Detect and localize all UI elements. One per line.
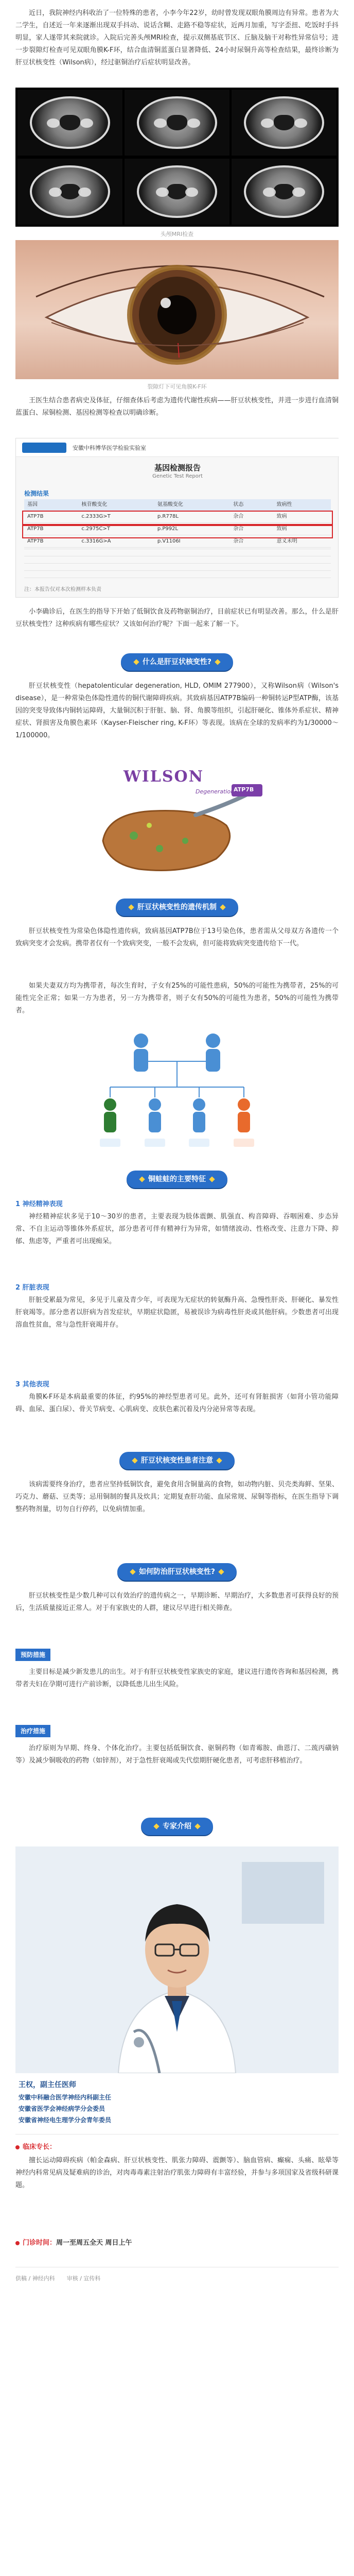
report-subtitle: Genetic Test Report [152, 473, 203, 479]
header-gene: 基因 [27, 502, 38, 507]
table-row: ATP7B c.3316G>A p.V1106I 杂合 意义未明 [24, 535, 331, 548]
mri-slice-2 [125, 90, 229, 156]
treat-paragraph: 肝豆状核变性是少数几种可以有效治疗的遗传病之一，早期诊断、早期治疗，大多数患者可获得良好的预后，生活质量接近正常人。对于有家族史的人群，建议尽早进行相关筛查。 [15, 1592, 339, 1612]
expert-info-card [15, 2079, 339, 2129]
section-title-symptoms: 铜蛙蛙的主要特征 [127, 1171, 227, 1188]
treatment-tag: 治疗措施 [15, 1725, 50, 1737]
notes-paragraph: 该病需要终身治疗，患者应坚持低铜饮食，避免食用含铜量高的食物，如动物内脏、贝壳类海鲜、坚果、巧克力、蘑菇、豆类等；忌用铜制的餐具及炊具；定期复查肝功能、血尿常规、尿铜等指标，在医生指导下调整药物剂量，切勿自行停药，以免病情加重。 [15, 1481, 339, 1513]
mechanism-paragraph-1: 肝豆状核变性为常染色体隐性遗传病，致病基因ATP7B位于13号染色体，患者需从父母双方各遗传一个致病突变才会发病。携带者仅有一个致病突变，一般不会发病，但可能将致病突变遗传给下一代。 [15, 927, 339, 947]
diamond-icon [218, 1569, 224, 1574]
diamond-icon [128, 904, 134, 910]
footer-reviewer: 审核 / 宣传科 [66, 2275, 101, 2282]
symptom-title-other: 3 其他表现 [15, 1381, 49, 1388]
diamond-icon [132, 1458, 137, 1463]
symptom-text-other: 角膜K-F环是本病最重要的体征，约95%的神经型患者可见。此外，还可有肾脏损害（如肾小管功能障碍、血尿、蛋白尿）、骨关节病变、心肌病变、皮肤色素沉着及内分泌异常等表现。 [15, 1393, 339, 1413]
report-title: 基因检测报告 [154, 463, 201, 472]
header-status: 状态 [233, 502, 244, 507]
expertise-heading: 临床专长： [15, 2141, 56, 2151]
report-table-header [24, 499, 331, 511]
diamond-icon [220, 904, 225, 910]
wilson-title: WILSON [123, 768, 204, 786]
header-aminoacid: 氨基酸变化 [157, 502, 183, 507]
section-title-what: 什么是肝豆状核变性? [121, 653, 233, 671]
bullet-icon [15, 2241, 20, 2245]
section-title-notes: 肝豆状核变性患者注意 [119, 1452, 235, 1469]
wilson-illustration [72, 764, 282, 887]
doctor-portrait [15, 1846, 339, 2073]
highlight-box-1 [22, 511, 333, 525]
intro-paragraph: 近日，我院神经内科收治了一位特殊的患者，小李今年22岁，幼时曾发现双眼角膜周边有异常。患者为大二学生，自述近一年来逐渐出现双手抖动、说话含糊、走路不稳等症状，近两月加重，写字歪扭、吃饭时手抖明显，家人遂带其来院就诊。入院后完善头颅MRI检查，提示双侧基底节区、丘脑及脑干对称性异常信号；进一步裂隙灯检查可见双眼角膜K-F环，结合血清铜蓝蛋白显著降低、24小时尿铜升高等检查结果，最终诊断为肝豆状核变性（Wilson病），经过驱铜治疗后症状明显改善。 [15, 9, 339, 66]
what-paragraph: 肝豆状核变性（hepatolenticular degeneration, HLD, OMIM 277900），又称Wilson病（Wilson's disease），是一种常染色体隐性遗传的铜代谢障碍疾病。其致病基因ATP7B编码一种铜转运P型ATP酶，该基因的突变导致体内铜转运障碍，大量铜沉积于肝脏、脑、肾、角膜等组织，引起肝硬化、锥体外系症状、精神症状、肾损害及角膜色素环（Kayser-Fleischer ring, K-F环）等表现。该病在全球的发病率约为1/30000～1/100000。 [15, 682, 339, 739]
eye-photo [15, 240, 339, 379]
expert-photo [15, 1846, 339, 2073]
mechanism-paragraph-2: 如果夫妻双方均为携带者，每次生育时，子女有25%的可能性患病，50%的可能性为携带者，25%的可能性完全正常；如果一方为患者，另一方为携带者，则子女有50%的可能性为患者，50%的可能性为携带者。 [15, 982, 339, 1014]
symptom-text-liver: 肝脏受累最为常见，多见于儿童及青少年，可表现为无症状的转氨酶升高、急慢性肝炎、肝硬化、暴发性肝衰竭等。部分患者以肝病为首发症状，早期症状隐匿，易被误诊为病毒性肝炎或其他肝病。少数患者可出现溶血性贫血，常与急性肝衰竭并存。 [15, 1296, 339, 1329]
expert-title-2: 安徽省医学会神经病学分会委员 [19, 2105, 105, 2112]
diamond-icon [215, 659, 220, 665]
report-hospital-name: 安徽中科博华医学检验实验室 [73, 445, 146, 451]
report-note: 注：本报告仅对本次检测样本负责 [24, 587, 101, 592]
post-eye-paragraph: 王医生结合患者病史及体征，仔细查体后考虑为遗传代谢性疾病——肝豆状核变性，并进一步进行血清铜蓝蛋白、尿铜检测、基因检测等检查以明确诊断。 [15, 397, 339, 417]
footer-credits [15, 2274, 100, 2282]
genetic-report [15, 438, 339, 598]
mri-slice-5 [125, 159, 229, 225]
expert-title-3: 安徽省神经电生理学分会青年委员 [19, 2116, 112, 2124]
mri-slice-1 [17, 90, 122, 156]
report-header-bar [16, 438, 339, 457]
expert-title-1: 安徽中科融合医学神经内科副主任 [19, 2094, 112, 2101]
prevention-text: 主要目标是减少新发患儿的出生。对于有肝豆状核变性家族史的家庭，建议进行遗传咨询和基因检测，携带者夫妇在孕期可进行产前诊断，以降低患儿出生风险。 [15, 1668, 339, 1688]
diamond-icon [153, 1823, 159, 1829]
section-title-mechanism: 肝豆状核变性的遗传机制 [116, 899, 238, 916]
diamond-icon [216, 1458, 222, 1463]
table-row: ATP7B c.2333G>T p.R778L 杂合 致病 [24, 511, 331, 523]
treatment-text: 治疗原则为早期、终身、个体化治疗。主要包括低铜饮食、驱铜药物（如青霉胺、曲恩汀、二巯丙磺钠等）及减少铜吸收的药物（如锌剂），对于急性肝衰竭或失代偿期肝硬化患者，可考虑肝移植治疗。 [15, 1744, 339, 1765]
diamond-icon [133, 659, 139, 665]
header-pathogenicity: 致病性 [276, 502, 292, 507]
prevention-tag: 预防措施 [15, 1649, 50, 1661]
diamond-icon [130, 1569, 135, 1574]
symptom-text-neuro: 神经精神症状多见于10～30岁的患者，主要表现为肢体震颤、肌强直、构音障碍、吞咽困难、步态异常、不自主运动等锥体外系症状，部分患者可伴有精神行为异常，如情绪波动、性格改变、注意力下降、抑郁、焦虑等，严重者可出现痴呆。 [15, 1213, 339, 1245]
report-logo [22, 443, 66, 453]
eye-illustration [15, 240, 339, 379]
mri-image-grid [15, 88, 339, 227]
eye-caption: 裂隙灯下可见角膜K-F环 [147, 383, 207, 390]
diamond-icon [194, 1823, 200, 1829]
diamond-icon [209, 1176, 215, 1182]
inheritance-diagram [84, 1025, 270, 1159]
symptom-title-liver: 2 肝脏表现 [15, 1284, 49, 1292]
page-bottom-space [0, 2293, 354, 2576]
expert-name: 王权，副主任医师 [19, 2081, 76, 2089]
section-title-treat: 如何防治肝豆状核变性? [117, 1563, 237, 1581]
mri-slice-4 [17, 159, 122, 225]
footer-editor: 供稿 / 神经内科 [15, 2275, 55, 2282]
post-report-paragraph: 小李确诊后，在医生的指导下开始了低铜饮食及药物驱铜治疗，目前症状已有明显改善。那么，什么是肝豆状核变性？这种疾病有哪些症状？又该如何治疗呢？下面一起来了解一下。 [15, 608, 339, 628]
table-row: ATP7B c.2975C>T p.P992L 杂合 致病 [24, 523, 331, 535]
clinic-time: 门诊时间：周一至周五全天 周日上午 [15, 2237, 132, 2247]
diamond-icon [139, 1176, 145, 1182]
pedigree-figures [84, 1025, 270, 1159]
report-faint-lines [24, 549, 331, 580]
wilson-subtitle: Degeneration [196, 788, 235, 795]
highlight-box-2 [22, 525, 333, 538]
header-nucleotide: 核苷酸变化 [81, 502, 108, 507]
bullet-icon [15, 2145, 20, 2149]
section-title-expert: 专家介绍 [141, 1818, 213, 1835]
report-section-title: 检测结果 [24, 490, 49, 497]
expertise-text: 擅长运动障碍疾病（帕金森病、肝豆状核变性、肌张力障碍、震颤等）、脑血管病、癫痫、头痛、眩晕等神经内科常见病及疑难病的诊治，对肉毒毒素注射治疗肌张力障碍有丰富经验，并参与多项国家及省级科研课题。 [15, 2157, 339, 2189]
mri-slice-3 [232, 90, 337, 156]
mri-caption: 头颅MRI检查 [160, 231, 194, 238]
symptom-title-neuro: 1 神经精神表现 [15, 1200, 63, 1208]
mri-slice-6 [232, 159, 337, 225]
atp7b-chip-label: ATP7B [234, 786, 254, 793]
